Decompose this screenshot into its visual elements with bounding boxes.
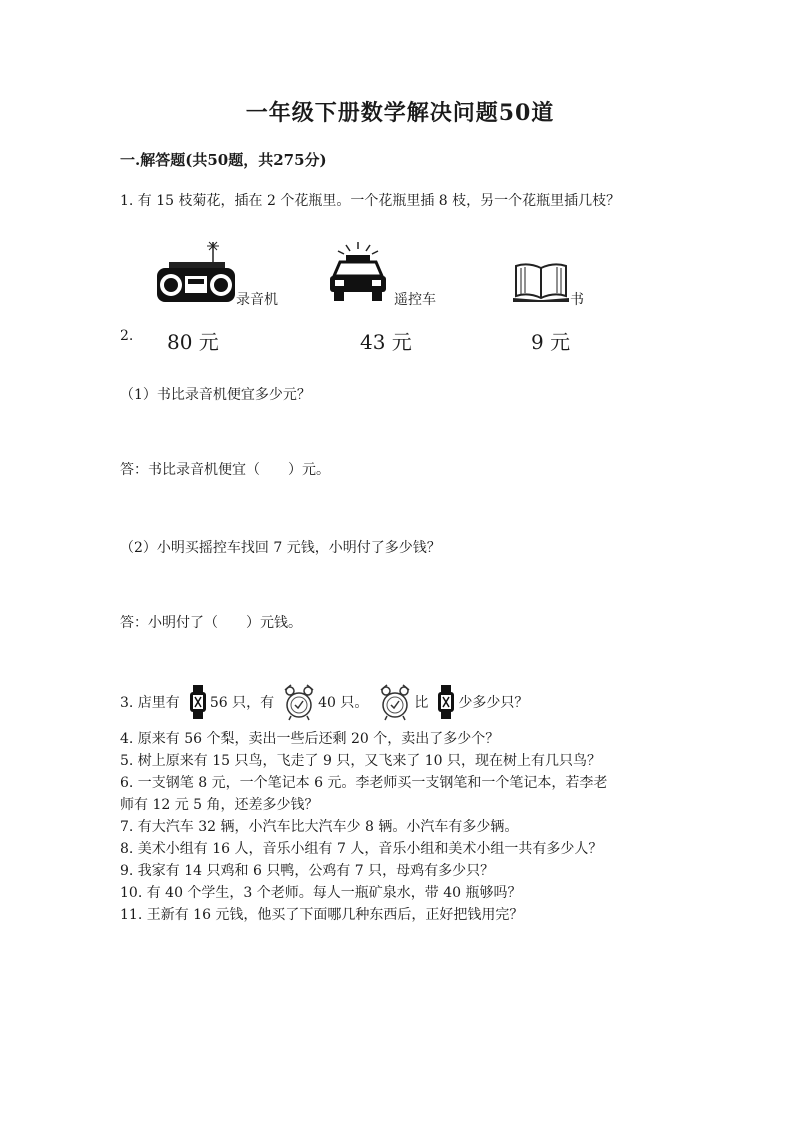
price-car: 43 元 <box>360 330 412 354</box>
answer-2-2: 答：小明付了（ ）元钱。 <box>120 615 302 631</box>
question-3-part-3: 40 只。 <box>318 695 369 711</box>
question-2-number: 2. <box>120 328 134 344</box>
question-11: 11. 王新有 16 元钱，他买了下面哪几种东西后，正好把钱用完？ <box>120 907 524 923</box>
answer-2-1: 答：书比录音机便宜（ ）元。 <box>120 462 330 478</box>
question-7: 7. 有大汽车 32 辆，小汽车比大汽车少 8 辆。小汽车有多少辆。 <box>120 819 519 835</box>
question-3 <box>120 680 528 724</box>
book-icon <box>512 262 570 304</box>
question-6-line-2: 师有 12 元 5 角，还差多少钱？ <box>120 797 319 813</box>
question-9: 9. 我家有 14 只鸡和 6 只鸭，公鸡有 7 只，母鸡有多少只？ <box>120 863 495 879</box>
question-1: 1. 有 15 枝菊花，插在 2 个花瓶里。一个花瓶里插 8 枝，另一个花瓶里插几枝？ <box>120 193 621 209</box>
watch-icon <box>188 684 208 720</box>
question-10: 10. 有 40 个学生，3 个老师。每人一瓶矿泉水，带 40 瓶够吗？ <box>120 885 522 901</box>
watch-icon <box>436 684 456 720</box>
question-3-part-5: 少多少只？ <box>458 695 529 711</box>
page-title: 一年级下册数学解决问题50道 <box>245 100 555 126</box>
item-label-car: 遥控车 <box>394 292 436 308</box>
question-3-part-1: 3. 店里有 <box>120 695 180 711</box>
alarm-clock-icon <box>282 682 316 722</box>
question-8: 8. 美术小组有 16 人，音乐小组有 7 人，音乐小组和美术小组一共有多少人？ <box>120 841 603 857</box>
price-radio: 80 元 <box>167 330 219 354</box>
radio-icon <box>155 238 237 306</box>
question-2-sub-1: （1）书比录音机便宜多少元？ <box>120 387 311 403</box>
alarm-clock-icon <box>378 682 412 722</box>
question-4: 4. 原来有 56 个梨，卖出一些后还剩 20 个，卖出了多少个？ <box>120 731 500 747</box>
item-label-radio: 录音机 <box>236 292 278 308</box>
question-3-part-4: 比 <box>414 695 429 711</box>
price-book: 9 元 <box>531 330 571 354</box>
question-3-part-2: 56 只，有 <box>209 695 275 711</box>
section-header: 一.解答题(共50题，共275分) <box>120 151 327 169</box>
car-icon <box>326 240 390 304</box>
question-6-line-1: 6. 一支钢笔 8 元，一个笔记本 6 元。李老师买一支钢笔和一个笔记本，若李老 <box>120 775 608 791</box>
question-5: 5. 树上原来有 15 只鸟，飞走了 9 只，又飞来了 10 只，现在树上有几只鸟？ <box>120 753 602 769</box>
item-label-book: 书 <box>570 292 584 308</box>
question-2-sub-2: （2）小明买摇控车找回 7 元钱，小明付了多少钱？ <box>120 540 441 556</box>
